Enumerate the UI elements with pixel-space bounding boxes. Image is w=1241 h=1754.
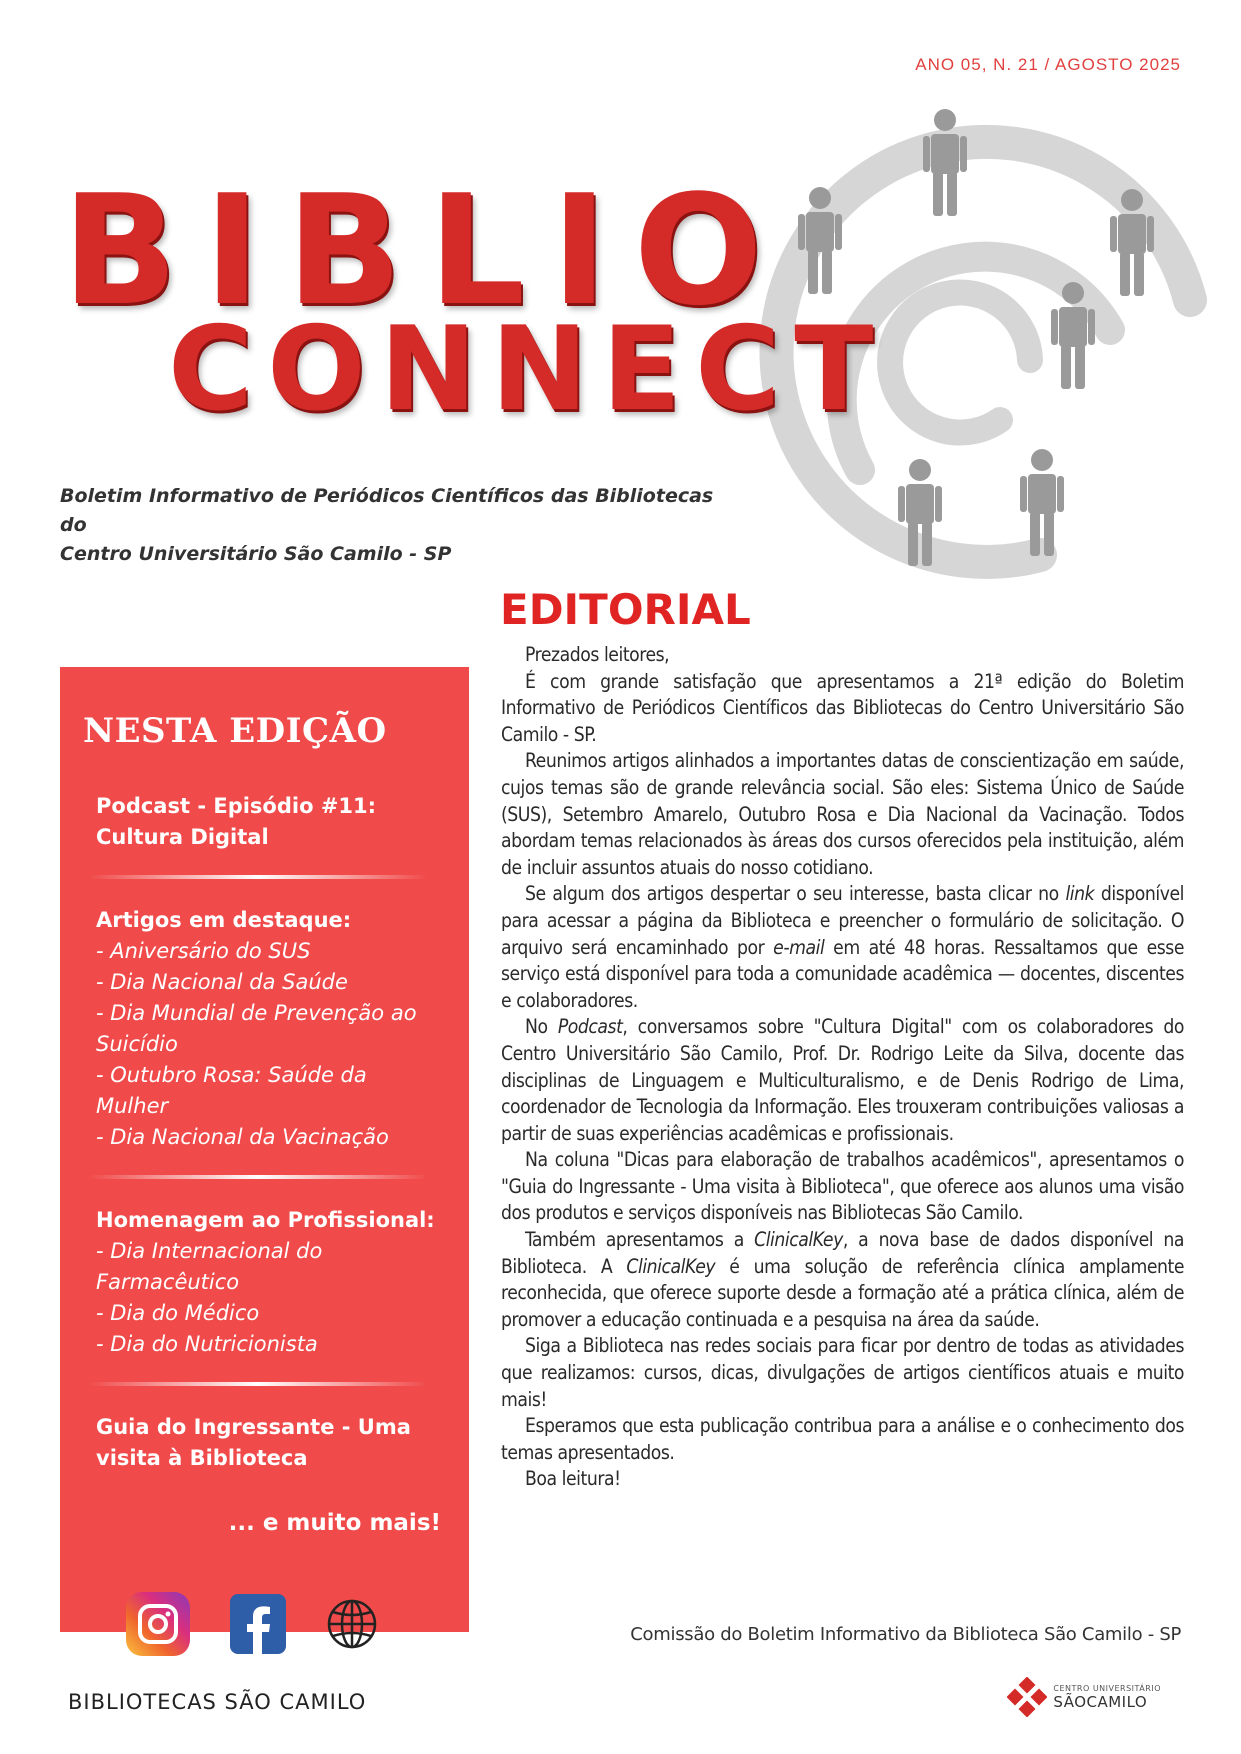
text-run: Se algum dos artigos despertar o seu interesse, basta clicar no: [525, 882, 1066, 906]
editorial-greeting: Prezados leitores,: [525, 643, 670, 666]
podcast-heading[interactable]: Podcast - Episódio #11:: [96, 794, 377, 818]
footer-logo-text: [1053, 1684, 1161, 1711]
link-word: link: [1065, 882, 1095, 906]
globe-icon[interactable]: [326, 1598, 378, 1650]
sidebar-title: NESTA EDIÇÃO: [83, 711, 387, 751]
editorial-paragraph: [501, 1227, 1184, 1333]
more-label: ... e muito mais!: [228, 1510, 441, 1536]
issue-number: ANO 05, N. 21 / AGOSTO 2025: [915, 55, 1181, 74]
social-links: [126, 1592, 441, 1656]
podcast-word: Podcast: [557, 1015, 623, 1039]
subtitle-line: Boletim Informativo de Periódicos Científicos das Bibliotecas do: [60, 485, 714, 536]
spiral-ring-inner: [890, 293, 1030, 433]
divider: [88, 1382, 428, 1386]
in-this-edition-panel: [60, 667, 469, 1632]
logo-word-connect: CONNECT: [168, 302, 888, 437]
tribute-heading: Homenagem ao Profissional:: [96, 1208, 435, 1232]
newsletter-subtitle: [60, 482, 740, 569]
editorial-paragraph: Esperamos que esta publicação contribua para a análise e o conhecimento dos temas apresentados.: [501, 1414, 1184, 1464]
editorial-body: [501, 642, 1184, 1493]
person-figure: [923, 109, 967, 216]
editorial-paragraph: [501, 881, 1184, 1014]
editorial-closing: Boa leitura!: [525, 1467, 621, 1491]
article-link[interactable]: - Dia Mundial de Prevenção ao Suicídio: [96, 1001, 417, 1056]
cross-logo-icon: [1007, 1677, 1047, 1717]
instagram-icon[interactable]: [126, 1592, 190, 1656]
clinicalkey-word: ClinicalKey: [754, 1228, 843, 1252]
facebook-icon[interactable]: [230, 1594, 286, 1654]
podcast-subtitle[interactable]: Cultura Digital: [96, 825, 269, 849]
editorial-title: EDITORIAL: [500, 585, 751, 634]
footer-logo-small: CENTRO UNIVERSITÁRIO: [1053, 1683, 1161, 1693]
article-link[interactable]: - Aniversário do SUS: [96, 939, 311, 963]
text-run: é uma solução de referência clínica amplamente reconhecida, que oferece suporte desde a formação até a prática clínica, além de promover a educação continuada e a pesquisa na área da saúde.: [501, 1254, 1184, 1331]
editorial-paragraph: Siga a Biblioteca nas redes sociais para ficar por dentro de todas as atividades que realizamos: cursos, dicas, divulgações de artigos científicos atuais e muito mais!: [501, 1334, 1184, 1411]
article-link[interactable]: - Dia Nacional da Vacinação: [96, 1125, 389, 1149]
text-run: em até 48 horas. Ressaltamos que esse serviço está disponível para toda a comunidade acadêmica — docentes, discentes e colaboradores.: [501, 935, 1185, 1012]
text-run: disponível para acessar a página da Biblioteca e preencher o formulário de solicitação. O arquivo será encaminhado por: [501, 882, 1184, 959]
editorial-signature: Comissão do Boletim Informativo da Biblioteca São Camilo - SP: [630, 1624, 1181, 1645]
tribute-link[interactable]: - Dia do Médico: [96, 1301, 260, 1325]
footer-library-name: BIBLIOTECAS SÃO CAMILO: [68, 1690, 367, 1714]
guide-link[interactable]: Guia do Ingressante - Uma visita à Biblioteca: [96, 1415, 411, 1470]
article-link[interactable]: - Dia Nacional da Saúde: [96, 970, 348, 994]
editorial-paragraph: É com grande satisfação que apresentamos a 21ª edição do Boletim Informativo de Periódicos Científicos das Bibliotecas do Centro Universitário São Camilo - SP.: [501, 669, 1184, 746]
article-link[interactable]: - Outubro Rosa: Saúde da Mulher: [96, 1063, 367, 1118]
tribute-link[interactable]: - Dia Internacional do Farmacêutico: [96, 1239, 323, 1294]
logo-word-biblio: BIBLIO: [62, 162, 789, 339]
footer-logo-large: SÃOCAMILO: [1053, 1692, 1148, 1711]
editorial-paragraph: [501, 1014, 1184, 1147]
text-run: , conversamos sobre "Cultura Digital" com os colaboradores do Centro Universitário São Camilo, Prof. Dr. Rodrigo Leite da Silva, docente das disciplinas de Linguagem e Multiculturalismo, e de Denis Rodrigo de Lima, coordenador de Tecnologia da Informação. Eles trouxeram contribuições valiosas a partir de suas experiências acadêmicas e profissionais.: [501, 1015, 1184, 1145]
divider: [88, 875, 428, 879]
editorial-paragraph: Reunimos artigos alinhados a importantes datas de conscientização em saúde, cujos temas são de grande relevância social. São eles: Sistema Único de Saúde (SUS), Setembro Amarelo, Outubro Rosa e Dia Nacional da Vacinação. Todos abordam temas relacionados às áreas dos cursos oferecidos pela instituição, além de incluir assuntos atuais do nosso cotidiano.: [501, 749, 1184, 879]
clinicalkey-word: ClinicalKey: [626, 1254, 716, 1278]
tribute-link[interactable]: - Dia do Nutricionista: [96, 1332, 318, 1356]
subtitle-line: Centro Universitário São Camilo - SP: [60, 543, 452, 565]
text-run: No: [525, 1015, 558, 1039]
divider: [88, 1175, 428, 1179]
text-run: , a nova base de dados disponível na Biblioteca. A: [501, 1228, 1184, 1278]
footer-university-logo: [1007, 1677, 1161, 1717]
editorial-paragraph: Na coluna "Dicas para elaboração de trabalhos acadêmicos", apresentamos o "Guia do Ingressante - Uma visita à Biblioteca", que oferece aos alunos uma visão dos produtos e serviços disponíveis nas Bibliotecas São Camilo.: [501, 1148, 1184, 1225]
articles-heading: Artigos em destaque:: [96, 908, 352, 932]
email-word: e-mail: [773, 935, 825, 959]
text-run: Também apresentamos a: [525, 1228, 755, 1252]
